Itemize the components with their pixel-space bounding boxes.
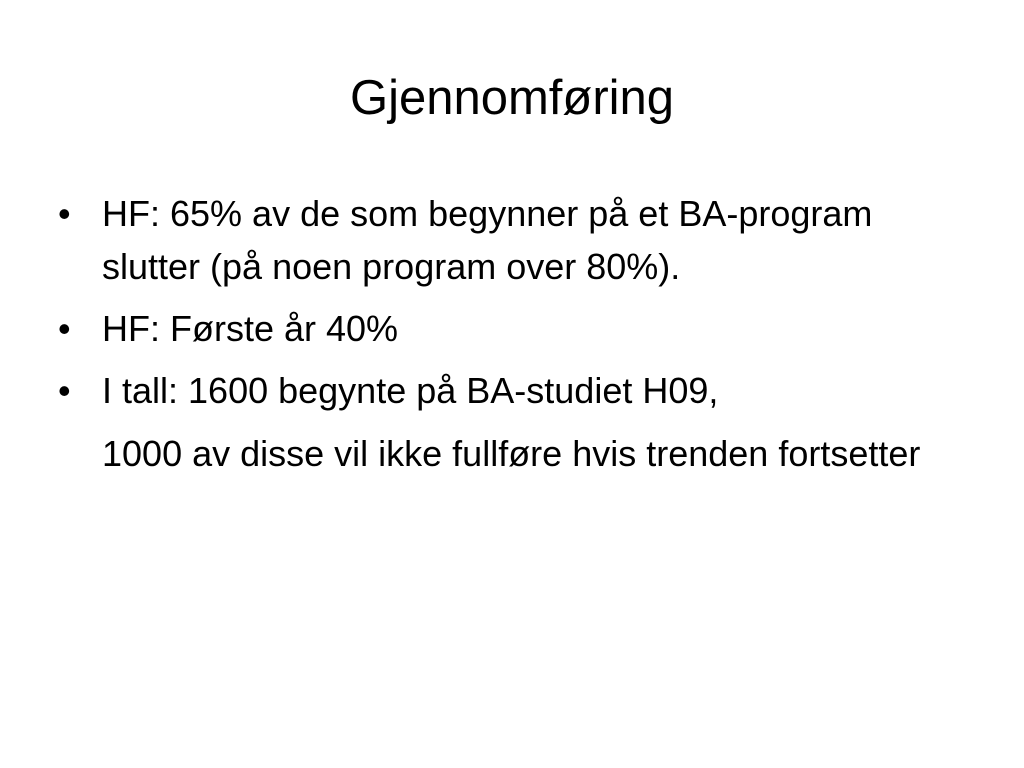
bullet-marker-icon: • — [58, 193, 71, 234]
bullet-text-1: HF: 65% av de som begynner på et BA-program slutter (på noen program over 80%). — [102, 193, 873, 287]
slide-title: Gjennomføring — [349, 71, 675, 125]
bullet-continuation-text: 1000 av disse vil ikke fullføre hvis trenden fortsetter — [102, 433, 921, 474]
bullet-text-3: I tall: 1600 begynte på BA-studiet H09, — [102, 370, 719, 411]
bullet-item-3 — [58, 364, 958, 480]
bullet-list — [58, 187, 958, 489]
bullet-marker-icon: • — [58, 308, 71, 349]
bullet-item-2 — [58, 302, 958, 355]
bullet-text-2: HF: Første år 40% — [102, 308, 399, 349]
bullet-item-1 — [58, 187, 958, 293]
bullet-marker-icon: • — [58, 370, 71, 411]
